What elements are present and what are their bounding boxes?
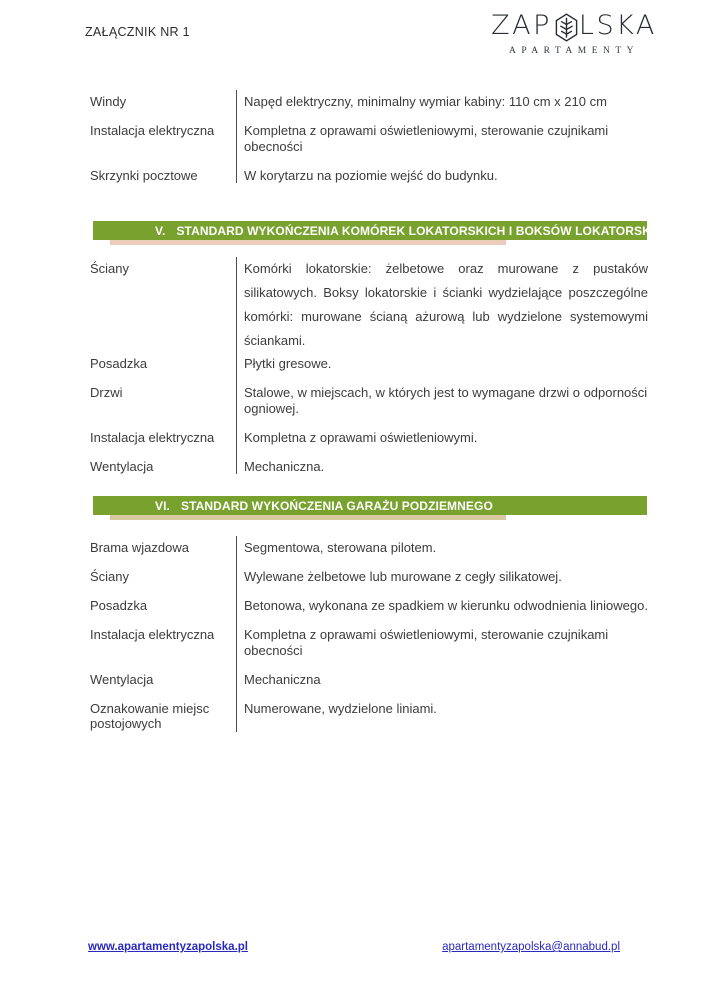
table-row [90,356,648,372]
row-label: Posadzka [90,598,148,613]
section-number: VI. [155,498,170,513]
section-rows [90,94,648,183]
attachment-label: ZAŁĄCZNIK NR 1 [85,25,190,39]
row-label: Wentylacja [90,458,154,474]
row-value: Komórki lokatorskie: żelbetowe oraz murowane z pustaków silikatowych. Boksy lokatorskie i ścianki wydzielające poszczególne komórki: murowane ścianą ażurową lub wydzielone systemowymi ściankami. [244,261,648,348]
brand-subtitle: APARTAMENTY [508,46,640,56]
row-value: Wylewane żelbetowe lub murowane z cegły silikatowej. [244,569,562,584]
row-label: Posadzka [90,356,148,371]
section-header-bar [93,221,672,240]
section-header-shadow [110,515,506,520]
brand-wordmark [488,6,660,46]
row-value: Napęd elektryczny, minimalny wymiar kabiny: 110 cm x 210 cm [244,94,607,109]
row-value: Płytki gresowe. [244,356,332,371]
section-title: STANDARD WYKOŃCZENIA KOMÓREK LOKATORSKICH I BOKSÓW LOKATORSKICH [176,223,672,238]
table-row [90,94,648,110]
row-label: Drzwi [90,385,123,400]
row-label: Instalacja elektryczna [90,123,215,138]
row-value: Mechaniczna. [244,458,325,474]
row-value: Kompletna z oprawami oświetleniowymi, sterowanie czujnikami obecności [244,123,609,154]
table-row [90,430,648,446]
table-row [90,459,648,475]
hexagon-leaf-icon [555,13,578,42]
table-row [90,672,648,688]
row-label: Instalacja elektryczna [90,627,215,642]
section-elevators [90,94,648,197]
row-value: Segmentowa, sterowana pilotem. [244,540,437,555]
brand-logo [488,6,660,56]
section-komorki [90,221,672,488]
table-row [90,261,648,353]
row-label: Oznakowanie miejsc postojowych [90,700,210,731]
section-number: V. [155,223,166,238]
email-link[interactable]: apartamentyzapolska@annabud.pl [442,941,620,953]
row-label: Brama wjazdowa [90,540,189,555]
brand-wordmark-end: LSKA [578,10,657,41]
row-value: W korytarzu na poziomie wejść do budynku. [244,167,498,183]
row-label: Ściany [90,569,130,584]
table-row [90,701,648,732]
brand-wordmark-start: ZAP [491,10,552,41]
table-row [90,598,648,614]
row-value: Kompletna z oprawami oświetleniowymi. [244,429,478,445]
table-row [90,123,648,154]
row-value: Betonowa, wykonana ze spadkiem w kierunku odwodnienia liniowego. [244,598,648,613]
table-row [90,168,648,184]
row-label: Windy [90,94,127,109]
row-label: Skrzynki pocztowe [90,167,198,183]
section-garaz [90,496,648,745]
section-rows [90,261,648,474]
table-row [90,385,648,416]
row-value: Stalowe, w miejscach, w których jest to wymagane drzwi o odporności ogniowej. [244,385,648,416]
table-row [90,540,648,556]
section-header-bar [93,496,647,515]
table-row [90,627,648,658]
row-label: Ściany [90,261,130,276]
row-label: Wentylacja [90,671,154,687]
section-title: STANDARD WYKOŃCZENIA GARAŻU PODZIEMNEGO [180,498,493,513]
table-row [90,569,648,585]
row-label: Instalacja elektryczna [90,429,215,445]
section-rows [90,540,648,732]
row-value: Numerowane, wydzielone liniami. [244,700,437,716]
section-header-shadow [110,240,506,245]
row-value: Mechaniczna [244,671,321,687]
row-value: Kompletna z oprawami oświetleniowymi, sterowanie czujnikami obecności [244,627,609,658]
website-link[interactable]: www.apartamentyzapolska.pl [88,941,248,953]
